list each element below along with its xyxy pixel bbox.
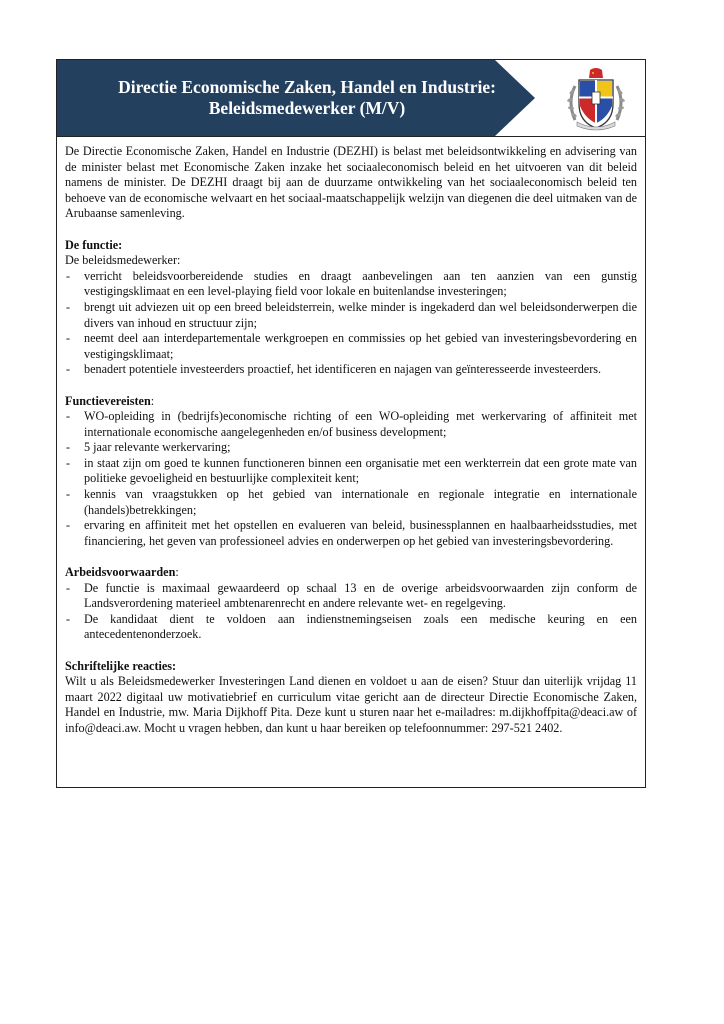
header [57,60,645,136]
vereisten-list [65,409,637,549]
vacancy-frame [56,59,646,788]
functie-list [65,269,637,378]
list-item: - verricht beleidsvoorbereidende studies en draagt aanbevelingen aan ten aanzien van een gunstig vestigingsklimaat en een level-playing field voor lokale en buitenlandse investeringen; [65,269,637,300]
page-title [57,60,557,136]
voorwaarden-list [65,581,637,643]
section-heading: Schriftelijke reacties: [65,658,177,673]
section-functie [65,238,637,378]
reacties-paragraph: Wilt u als Beleidsmedewerker Investeringen Land dienen en voldoet u aan de eisen? Stuur dan uiterlijk vrijdag 11 maart 2022 digitaal uw motivatiebrief en curriculum vitae gericht aan de directeur Directie Economische Zaken, Handel en Industrie, mw. Maria Dijkhoff Pita. Deze kunt u sturen naar het e-mailadres: m.dijkhoffpita@deaci.aw of info@deaci.aw. Mocht u vragen hebben, dan kunt u haar bereiken op telefoonnummer: 297-521 2402. [65,674,637,735]
list-item: - WO-opleiding in (bedrijfs)economische richting of een WO-opleiding met werkervaring of affiniteit met internationale economische aangelegenheden en/of business development; [65,409,637,440]
intro-paragraph: De Directie Economische Zaken, Handel en Industrie (DEZHI) is belast met beleidsontwikkeling en advisering van de minister belast met Economische Zaken inzake het sociaaleconomisch beleid en het uitvoeren van dit beleid namens de minister. De DEZHI draagt bij aan de duurzame ontwikkeling van het sociaaleconomisch beleid ten behoeve van de economische welvaart en het sociaal-maatschappelijk welzijn van diegenen die deel uitmaken van de Arubaanse samenleving. [65,144,637,221]
title-line-2: Beleidsmedewerker (M/V) [208,98,406,118]
list-item: - neemt deel aan interdepartementale werkgroepen en commissies op het gebied van investeringsbevordering en vestigingsklimaat; [65,331,637,362]
heading-colon: : [175,565,179,580]
section-heading-row [65,565,637,581]
title-line-1: Directie Economische Zaken, Handel en Industrie: [118,77,496,97]
list-item: - in staat zijn om goed te kunnen functioneren binnen een organisatie met een werkterrein dat een grote mate van politieke gevoeligheid en bestuurlijke complexiteit kent; [65,456,637,487]
vacancy-body [65,144,637,737]
section-heading: Arbeidsvoorwaarden [65,565,176,580]
section-reacties [65,659,637,737]
section-heading-row [65,394,637,410]
list-item: - De kandidaat dient te voldoen aan indienstnemingseisen zoals een medische keuring en een antecedentenonderzoek. [65,612,637,643]
list-item: - brengt uit adviezen uit op een breed beleidsterrein, welke minder is ingekaderd dan wel beleidsonderwerpen die divers van inhoud en structuur zijn; [65,300,637,331]
section-heading: Functievereisten [65,393,151,408]
header-divider [57,136,645,137]
section-heading: De functie: [65,237,123,252]
aruba-coat-of-arms-icon [565,66,627,132]
list-item: - De functie is maximaal gewaardeerd op schaal 13 en de overige arbeidsvoorwaarden zijn conform de Landsverordening materieel ambtenarenrecht en andere relevante wet- en regelgeving. [65,581,637,612]
section-voorwaarden [65,565,637,643]
list-item: - kennis van vraagstukken op het gebied van internationale en regionale integratie en internationale (handels)betrekkingen; [65,487,637,518]
section-lead: De beleidsmedewerker: [65,253,181,268]
list-item: - benadert potentiele investeerders proactief, het identificeren en najagen van geïnteresseerde investeerders. [65,362,637,378]
section-vereisten [65,394,637,550]
list-item: - 5 jaar relevante werkervaring; [65,440,637,456]
list-item: - ervaring en affiniteit met het opstellen en evalueren van beleid, businessplannen en haalbaarheidsstudies, met financiering, het geven van professioneel advies en onderwerpen op het gebied van investeringsbevordering. [65,518,637,549]
heading-colon: : [150,393,155,408]
